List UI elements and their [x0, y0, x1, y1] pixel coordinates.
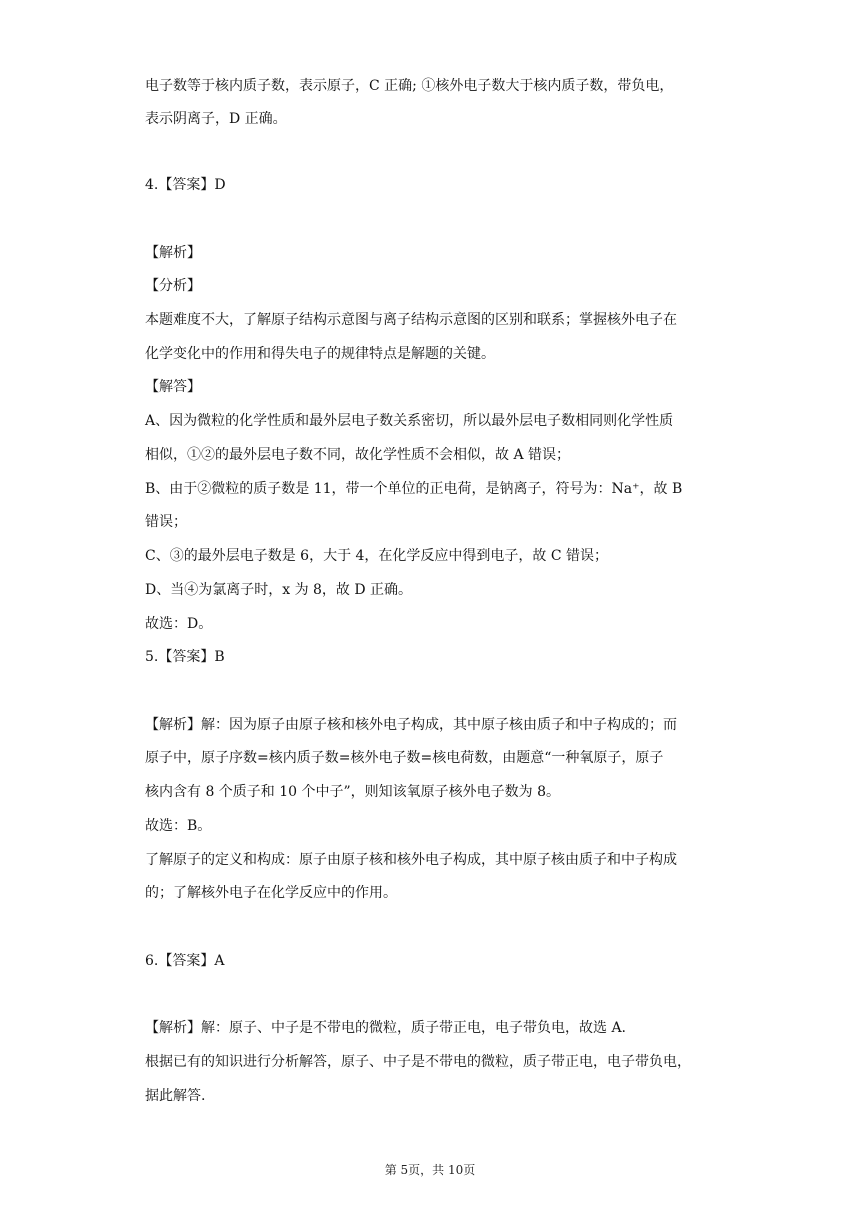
text-line: 据此解答. — [145, 1088, 206, 1104]
text-line: 【解析】解：因为原子由原子核和核外电子构成，其中原子核由质子和中子构成的；而 — [145, 717, 677, 733]
text-line: 电子数等于核内质子数，表示原子，C 正确; ①核外电子数大于核内质子数，带负电， — [145, 78, 674, 94]
text-line: 表示阴离子，D 正确。 — [145, 111, 287, 127]
answer-heading-6: 6.【答案】A — [145, 953, 225, 969]
text-line: C、③的最外层电子数是 6，大于 4，在化学反应中得到电子，故 C 错误； — [145, 548, 609, 564]
text-line: 核内含有 8 个质子和 10 个中子”，则知该氧原子核外电子数为 8。 — [145, 784, 561, 800]
text-line: 化学变化中的作用和得失电子的规律特点是解题的关键。 — [145, 346, 495, 362]
text-line: 的；了解核外电子在化学反应中的作用。 — [145, 885, 397, 901]
text-line: B、由于②微粒的质子数是 11，带一个单位的正电荷，是钠离子，符号为：Na⁺，故 B — [145, 481, 683, 497]
text-line: 【解析】解：原子、中子是不带电的微粒，质子带正电，电子带负电，故选 A. — [145, 1020, 627, 1036]
text-line: 根据已有的知识进行分析解答，原子、中子是不带电的微粒，质子带正电，电子带负电， — [145, 1054, 691, 1070]
text-line: 本题难度不大，了解原子结构示意图与离子结构示意图的区别和联系；掌握核外电子在 — [145, 312, 677, 328]
text-line: 原子中，原子序数=核内质子数=核外电子数=核电荷数，由题意“一种氧原子，原子 — [145, 750, 664, 766]
text-line: 故选：B。 — [145, 818, 212, 834]
text-line: 错误； — [145, 514, 187, 530]
text-line: D、当④为氯离子时，x 为 8，故 D 正确。 — [145, 582, 413, 598]
fenxi-label: 【分析】 — [145, 278, 201, 294]
answer-heading-5: 5.【答案】B — [145, 649, 225, 665]
text-line: A、因为微粒的化学性质和最外层电子数关系密切，所以最外层电子数相同则化学性质 — [145, 413, 674, 429]
analysis-label: 【解析】 — [145, 245, 201, 261]
text-line: 了解原子的定义和构成：原子由原子核和核外电子构成，其中原子核由质子和中子构成 — [145, 852, 677, 868]
jieda-label: 【解答】 — [145, 379, 201, 395]
text-line: 相似，①②的最外层电子数不同，故化学性质不会相似，故 A 错误； — [145, 447, 571, 463]
page-footer: 第 5页，共 10页 — [384, 1163, 476, 1177]
answer-heading-4: 4.【答案】D — [145, 177, 226, 193]
text-line: 故选：D。 — [145, 616, 213, 632]
